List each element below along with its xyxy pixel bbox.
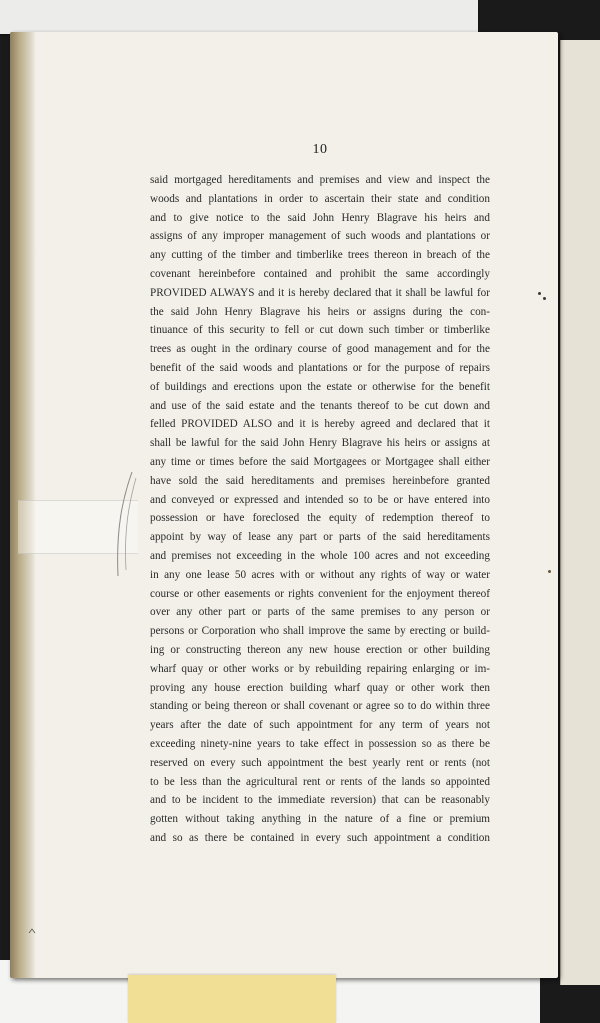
body-text: [150, 171, 490, 848]
text-line: to be less than the agricultural rent or rents of the lands so appointed: [150, 775, 490, 788]
text-line: any time or times before the said Mortgagees or Mortgagee shall either: [150, 455, 490, 468]
text-line: and to give notice to the said John Henry Blagrave his heirs and: [150, 211, 490, 224]
page-number: 10: [312, 142, 328, 157]
text-line: over any other part or parts of the same premises to any person or: [150, 606, 490, 619]
margin-ink-dot: [548, 570, 551, 573]
text-line: said mortgaged hereditaments and premises and view and inspect the: [150, 174, 490, 186]
text-line: the said John Henry Blagrave his heirs or assigns during the con-: [150, 305, 490, 318]
text-line: tinuance of this security to fell or cut down such timber or timberlike: [150, 324, 490, 337]
background-sheet-top: [0, 0, 478, 34]
text-line: felled PROVIDED ALSO and it is hereby agreed and declared that it: [150, 418, 490, 431]
text-line: shall be lawful for the said John Henry Blagrave his heirs or assigns at: [150, 437, 490, 450]
text-line: covenant hereinbefore contained and prohibit the same accordingly: [150, 267, 490, 280]
text-line: woods and plantations in order to ascertain their state and condition: [150, 192, 490, 205]
margin-pencil-mark: [112, 470, 142, 580]
text-line: benefit of the said woods and plantations or for the purpose of repairs: [150, 361, 490, 374]
text-line: possession or have foreclosed the equity of redemption thereof to: [150, 512, 490, 525]
text-line: and so as there be contained in every such appointment a condition: [150, 831, 490, 844]
text-line: reserved on every such appointment the best yearly rent or rents (not: [150, 756, 490, 769]
text-line: years after the date of such appointment for any term of years not: [150, 719, 490, 732]
text-line: exceeding ninety-nine years to take effect in possession so as there be: [150, 737, 490, 750]
text-line: any cutting of the timber and timberlike trees thereon in breach of the: [150, 249, 490, 262]
text-line: wharf quay or other works or by rebuilding repairing enlarging or im-: [150, 662, 490, 675]
text-line: trees as ought in the ordinary course of good management and for the: [150, 343, 490, 356]
facing-page-edge: [560, 40, 600, 985]
text-line: gotten without taking anything in the nature of a fine or premium: [150, 813, 490, 826]
text-line: course or other easements or rights convenient for the enjoyment thereof: [150, 587, 490, 600]
text-line: and use of the said estate and the tenants thereof to be cut down and: [150, 399, 490, 412]
text-line: persons or Corporation who shall improve the same by erecting or build-: [150, 625, 490, 638]
text-line: standing or being thereon or shall covenant or agree so to do within three: [150, 700, 490, 713]
corner-pencil-mark: [28, 928, 36, 934]
text-line: in any one lease 50 acres with or without any rights of way or water: [150, 568, 490, 581]
text-line: of buildings and erections upon the estate or otherwise for the benefit: [150, 380, 490, 393]
text-line: have sold the said hereditaments and premises hereinbefore granted: [150, 474, 490, 487]
text-line: appoint by way of lease any part or parts of the said hereditaments: [150, 531, 490, 544]
text-line: assigns of any improper management of such woods and plantations or: [150, 230, 490, 243]
text-line: and conveyed or expressed and intended so to be or have entered into: [150, 493, 490, 506]
text-line: PROVIDED ALWAYS and it is hereby declared that it shall be lawful for: [150, 286, 490, 299]
text-line: ing or constructing thereon any new house erection or other building: [150, 643, 490, 656]
sticky-note: [128, 975, 336, 1023]
margin-ink-dot: [543, 297, 546, 300]
text-line: and premises not exceeding in the whole 100 acres and not exceeding: [150, 549, 490, 562]
text-line: and to be incident to the immediate reversion) that can be reasonably: [150, 794, 490, 807]
margin-ink-dot: [538, 292, 541, 295]
text-line: proving any house erection building wharf quay or other work then: [150, 681, 490, 694]
